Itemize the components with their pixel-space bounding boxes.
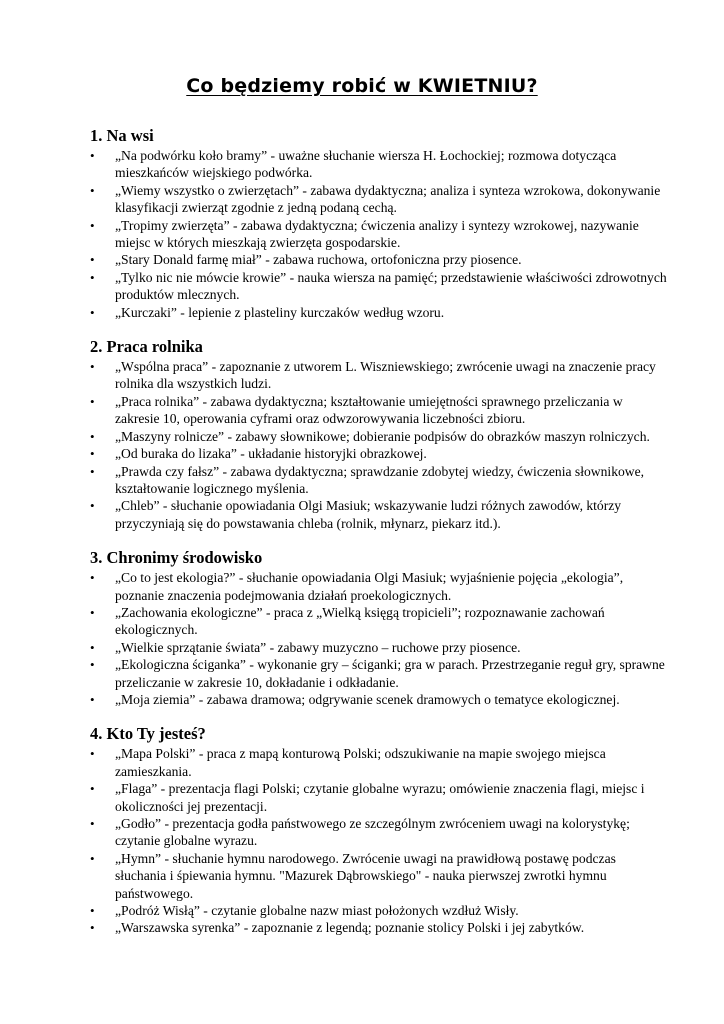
bullet-icon: •	[90, 903, 95, 919]
list-item	[90, 182, 670, 217]
list-item	[90, 445, 670, 462]
list-item-text: „Kurczaki” - lepienie z plasteliny kurczaków według wzoru.	[115, 304, 445, 320]
list-item-text: „Praca rolnika” - zabawa dydaktyczna; kształtowanie umiejętności sprawnego przeliczania w zakresie 10, operowania cyframi oraz odwzorowywania liczebności zbioru.	[115, 393, 623, 427]
section-heading: 3. Chronimy środowisko	[90, 548, 263, 568]
bullet-icon: •	[90, 570, 95, 586]
list-item-text: „Flaga” - prezentacja flagi Polski; czytanie globalne wyrazu; omówienie znaczenia flagi, miejsc i okoliczności jej prezentacji.	[115, 781, 645, 814]
list-item-text: „Wspólna praca” - zapoznanie z utworem L. Wiszniewskiego; zwrócenie uwagi na znaczenie pracy rolnika dla wszystkich ludzi.	[115, 359, 656, 392]
list-item	[90, 463, 670, 498]
list-item	[90, 604, 670, 639]
list-item	[90, 147, 670, 182]
list-item	[90, 815, 670, 850]
bullet-icon: •	[90, 816, 95, 831]
section-praca-rolnika	[90, 337, 670, 532]
list-item-text: „Moja ziemia” - zabawa dramowa; odgrywanie scenek dramowych o tematyce ekologicznej.	[115, 691, 620, 707]
list-item	[90, 745, 670, 780]
list-item-text: „Prawda czy fałsz” - zabawa dydaktyczna; sprawdzanie zdobytej wiedzy, ćwiczenia słownikowe, kształtowanie logicznego myślenia.	[115, 463, 645, 496]
list-item	[90, 656, 670, 691]
list-item-text: „Godło” - prezentacja godła państwowego ze szczególnym zwróceniem uwagi na kolorystykę; czytanie globalne wyrazu.	[115, 816, 630, 849]
list-item	[90, 269, 670, 304]
list-item	[90, 251, 670, 268]
section-kto-ty-jestes	[90, 724, 670, 936]
list-item-text: „Wielkie sprzątanie świata” - zabawy muzyczno – ruchowe przy piosence.	[115, 639, 521, 655]
bullet-icon: •	[90, 604, 95, 620]
bullet-list	[90, 147, 670, 321]
list-item	[90, 569, 670, 604]
bullet-icon: •	[90, 463, 95, 479]
list-item	[90, 780, 670, 815]
list-item-text: „Tylko nic nie mówcie krowie” - nauka wiersza na pamięć; przedstawienie właściwości zdrowotnych produktów mlecznych.	[115, 269, 667, 303]
bullet-icon: •	[90, 393, 95, 409]
bullet-icon: •	[90, 269, 95, 285]
bullet-icon: •	[90, 691, 95, 707]
list-item-text: „Co to jest ekologia?” - słuchanie opowiadania Olgi Masiuk; wyjaśnienie pojęcia „ekologia”, poznanie znaczenia podejmowania działań proekologicznych.	[115, 570, 624, 603]
section-heading: 4. Kto Ty jesteś?	[90, 724, 206, 744]
bullet-icon: •	[90, 428, 95, 444]
list-item-text: „Na podwórku koło bramy” - uważne słuchanie wiersza H. Łochockiej; rozmowa dotycząca mieszkańców wiejskiego podwórka.	[115, 148, 617, 181]
section-na-wsi	[90, 126, 670, 321]
bullet-icon: •	[90, 217, 95, 233]
bullet-icon: •	[90, 498, 95, 514]
page-title: Co będziemy robić w KWIETNIU?	[186, 75, 538, 97]
list-item	[90, 639, 670, 656]
list-item-text: „Warszawska syrenka” - zapoznanie z legendą; poznanie stolicy Polski i jej zabytków.	[115, 920, 585, 936]
list-item-text: „Ekologiczna ściganka” - wykonanie gry – ściganki; gra w parach. Przestrzeganie reguł gry, sprawne przeliczanie w zakresie 10, dokładanie i odkładanie.	[115, 657, 665, 690]
list-item-text: „Wiemy wszystko o zwierzętach” - zabawa dydaktyczna; analiza i synteza wzrokowa, dokonywanie klasyfikacji zwierząt zgodnie z jedną podaną cechą.	[115, 182, 661, 216]
bullet-list	[90, 745, 670, 936]
bullet-list	[90, 569, 670, 708]
list-item	[90, 497, 670, 532]
document-content	[90, 126, 670, 953]
bullet-list	[90, 358, 670, 532]
list-item-text: „Od buraka do lizaka” - układanie historyjki obrazkowej.	[115, 446, 427, 462]
list-item-text: „Stary Donald farmę miał” - zabawa ruchowa, ortofoniczna przy piosence.	[115, 252, 522, 268]
bullet-icon: •	[90, 182, 95, 198]
bullet-icon: •	[90, 252, 95, 268]
section-heading: 2. Praca rolnika	[90, 337, 203, 357]
list-item	[90, 358, 670, 393]
list-item	[90, 304, 670, 321]
list-item-text: „Hymn” - słuchanie hymnu narodowego. Zwrócenie uwagi na prawidłową postawę podczas słuchania i śpiewania hymnu. "Mazurek Dąbrowskiego" - nauka pierwszej zwrotki hymnu państwowego.	[115, 850, 616, 901]
list-item	[90, 691, 670, 708]
bullet-icon: •	[90, 446, 95, 462]
bullet-icon: •	[90, 657, 95, 673]
bullet-icon: •	[90, 148, 95, 163]
section-chronimy-srodowisko	[90, 548, 670, 708]
section-heading: 1. Na wsi	[90, 126, 154, 145]
bullet-icon: •	[90, 304, 95, 320]
list-item	[90, 428, 670, 445]
list-item-text: „Tropimy zwierzęta” - zabawa dydaktyczna; ćwiczenia analizy i syntezy wzrokowej, nazywanie miejsc w których mieszkają zwierzęta gospodarskie.	[115, 217, 639, 251]
bullet-icon: •	[90, 359, 95, 375]
list-item	[90, 850, 670, 902]
list-item-text: „Maszyny rolnicze” - zabawy słownikowe; dobieranie podpisów do obrazków maszyn rolniczych.	[115, 428, 650, 444]
bullet-icon: •	[90, 850, 95, 866]
list-item-text: „Mapa Polski” - praca z mapą konturową Polski; odszukiwanie na mapie swojego miejsca zamieszkania.	[115, 746, 606, 779]
bullet-icon: •	[90, 781, 95, 797]
list-item-text: „Zachowania ekologiczne” - praca z „Wielką księgą tropicieli”; rozpoznawanie zachowań ekologicznych.	[115, 604, 605, 638]
list-item	[90, 217, 670, 252]
list-item-text: „Chleb” - słuchanie opowiadania Olgi Masiuk; wskazywanie ludzi różnych zawodów, którzy przyczyniają się do powstawania chleba (rolnik, młynarz, piekarz itd.).	[115, 498, 622, 531]
list-item	[90, 919, 670, 936]
list-item	[90, 393, 670, 428]
bullet-icon: •	[90, 746, 95, 762]
list-item-text: „Podróż Wisłą” - czytanie globalne nazw miast położonych wzdłuż Wisły.	[115, 903, 519, 919]
bullet-icon: •	[90, 639, 95, 655]
bullet-icon: •	[90, 920, 95, 936]
list-item	[90, 902, 670, 919]
